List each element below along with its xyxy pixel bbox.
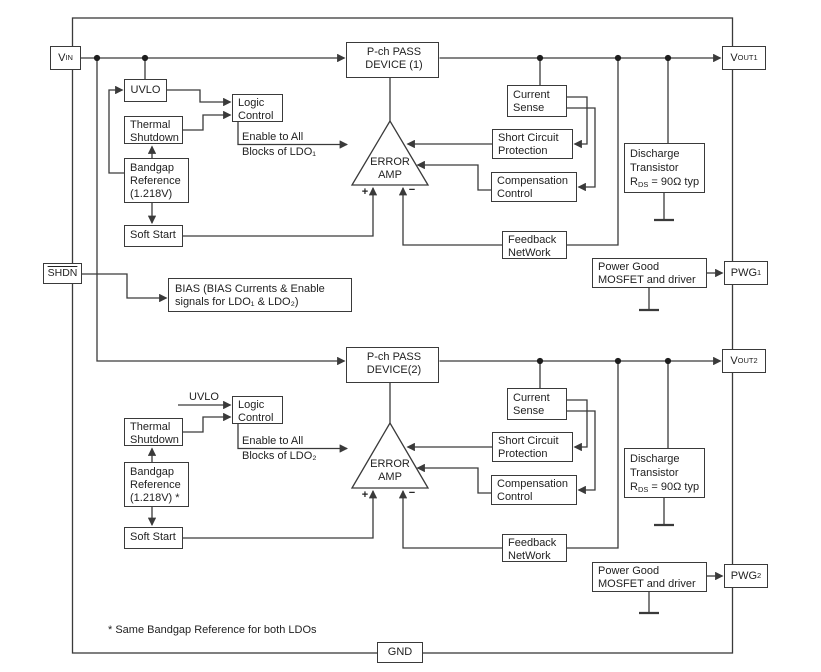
pin-gnd: GND [377,642,423,663]
pin-vout1: V OUT1 [722,46,766,70]
wire-softstart1-to-plus1 [183,188,373,236]
block-logic-control-2: Logic Control [232,396,283,424]
block-bandgap-reference-1: Bandgap Reference (1.218V) [124,158,189,203]
junction-dot [665,358,671,364]
block-short-circuit-protection-1: Short Circuit Protection [492,129,573,159]
block-thermal-shutdown-2: Thermal Shutdown [124,418,183,446]
block-short-circuit-protection-2: Short Circuit Protection [492,432,573,462]
block-current-sense-1: Current Sense [507,85,567,117]
enable-label-1-line1: Enable to All [242,131,304,143]
block-discharge-transistor-2: Discharge Transistor $R_{DS} = 90\Omega$ typ [624,448,705,498]
block-bias: BIAS (BIAS Currents & Enable signals for LDO₁ & LDO₂) [168,278,352,312]
wire-comp1-to-erroramp1 [418,165,492,190]
uvlo-signal-label: UVLO [189,391,219,403]
error-amp-2-minus: − [408,487,416,499]
bandgap-note: * Same Bandgap Reference for both LDOs [108,624,317,636]
wire-vin-to-pass2 [97,58,345,361]
block-bandgap-reference-2: Bandgap Reference (1.218V) * [124,462,189,507]
error-amp-2-label: ERROR AMP [370,458,410,483]
block-feedback-network-1: Feedback NetWork [502,231,567,259]
enable-label-2-line2: Blocks of LDO₂ [242,450,317,462]
wire-bandgap1-to-uvlo1 [109,90,124,173]
wire-thermal2-to-logic2 [183,417,231,432]
block-logic-control-1: Logic Control [232,94,283,122]
block-compensation-control-1: Compensation Control [491,172,577,202]
pin-pwg2: PWG 2 [724,564,768,588]
block-current-sense-2: Current Sense [507,388,567,420]
pin-shdn: SHDN [43,263,82,284]
wire-thermal1-to-logic1 [183,115,231,130]
wire-feedback1-to-output1 [567,58,618,245]
enable-label-1-line2: Blocks of LDO₁ [242,146,317,158]
junction-dot [537,55,543,61]
ic-boundary [73,18,733,653]
block-soft-start-1: Soft Start [124,225,183,247]
wire-feedback2-to-output2 [567,361,618,548]
junction-dot [615,358,621,364]
block-power-good-2: Power Good MOSFET and driver [592,562,707,592]
block-soft-start-2: Soft Start [124,527,183,549]
junction-dot [615,55,621,61]
block-power-good-1: Power Good MOSFET and driver [592,258,707,288]
block-thermal-shutdown-1: Thermal Shutdown [124,116,183,144]
wire-softstart2-to-plus2 [183,491,373,538]
block-feedback-network-2: Feedback NetWork [502,534,567,562]
junction-dot [142,55,148,61]
error-amp-1-minus: − [408,184,416,196]
pin-vin: V IN [50,46,81,70]
wire-feedback2-to-minus2 [403,491,502,548]
junction-dot [94,55,100,61]
error-amp-2-plus: + [361,489,369,501]
block-pass-device-2: P-ch PASS DEVICE(2) [346,347,439,383]
wire-comp2-to-erroramp2 [418,468,492,493]
block-uvlo-1: UVLO [124,79,167,102]
block-discharge-transistor-1: Discharge Transistor $R_{DS} = 90\Omega$ typ [624,143,705,193]
wire-uvlo1-to-logic1 [167,90,231,102]
error-amp-1-plus: + [361,186,369,198]
wire-feedback1-to-minus1 [403,188,502,245]
enable-label-2-line1: Enable to All [242,435,304,447]
error-amp-1-label: ERROR AMP [370,156,410,181]
block-pass-device-1: P-ch PASS DEVICE (1) [346,42,439,78]
junction-dot [537,358,543,364]
pin-vout2: V OUT2 [722,349,766,373]
junction-dot [665,55,671,61]
pin-pwg1: PWG 1 [724,261,768,285]
wire-shdn-to-bias [82,274,167,298]
block-compensation-control-2: Compensation Control [491,475,577,505]
